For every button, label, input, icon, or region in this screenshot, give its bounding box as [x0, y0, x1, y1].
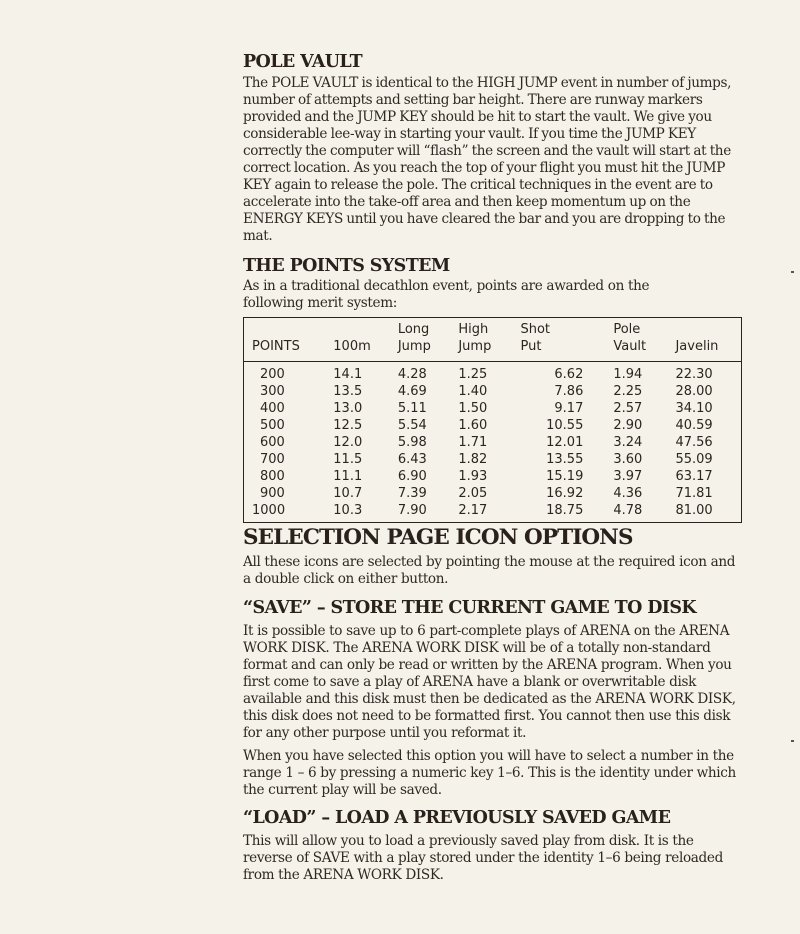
cell-100m: 12.5	[333, 418, 363, 433]
cell-points: 500	[260, 418, 285, 433]
cell-100m: 14.1	[333, 367, 363, 382]
cell-pole-vault: 3.97	[613, 469, 643, 484]
cell-long-jump: 5.54	[397, 418, 427, 433]
cell-high-jump: 1.40	[458, 384, 488, 399]
cell-high-jump: 1.50	[458, 401, 488, 416]
cell-pole-vault: 3.60	[613, 452, 643, 467]
cell-javelin: 28.00	[675, 384, 713, 399]
cell-high-jump: 1.82	[458, 452, 488, 467]
cell-javelin: 71.81	[675, 486, 713, 501]
cell-long-jump: 4.69	[397, 384, 427, 399]
table-row	[244, 400, 742, 417]
cell-javelin: 40.59	[675, 418, 713, 433]
pole-vault-heading: POLE VAULT	[243, 52, 363, 72]
cell-100m: 10.3	[333, 503, 363, 518]
cell-javelin: 22.30	[675, 367, 713, 382]
points-system-intro: As in a traditional decathlon event, points are awarded on the following merit system:	[243, 278, 650, 311]
cell-pole-vault: 1.94	[613, 367, 643, 382]
cell-javelin: 81.00	[675, 503, 713, 518]
cell-long-jump: 6.43	[397, 452, 427, 467]
cell-shot-put: 16.92	[546, 486, 584, 501]
page-edge-mark	[791, 740, 794, 742]
cell-points: 1000	[252, 503, 286, 518]
cell-points: 900	[260, 486, 285, 501]
cell-pole-vault: 3.24	[613, 435, 643, 450]
cell-shot-put: 9.17	[554, 401, 584, 416]
cell-shot-put: 18.75	[546, 503, 584, 518]
cell-javelin: 63.17	[675, 469, 713, 484]
cell-javelin: 34.10	[675, 401, 713, 416]
table-row	[244, 485, 742, 502]
cell-points: 700	[260, 452, 285, 467]
cell-shot-put: 13.55	[546, 452, 584, 467]
header-shot-put: Shot Put	[520, 318, 613, 362]
table-row	[244, 417, 742, 434]
save-body-1: It is possible to save up to 6 part-complete plays of ARENA on the ARENA WORK DISK. The ARENA WORK DISK will be of a totally non-standard format and can only be read or written by the ARENA program. When you first come to save a play of ARENA have a blank or overwritable disk available and this disk must then be dedicated as the ARENA WORK DISK, this disk does not need to be formatted first. You cannot then use this disk for any other purpose until you reformat it.	[243, 623, 736, 741]
load-body: This will allow you to load a previously saved play from disk. It is the reverse of SAVE with a play stored under the identity 1–6 being reloaded from the ARENA WORK DISK.	[243, 833, 723, 883]
table-row	[244, 362, 742, 384]
cell-shot-put: 10.55	[546, 418, 584, 433]
cell-100m: 11.1	[333, 469, 363, 484]
cell-100m: 13.0	[333, 401, 363, 416]
points-system-heading: THE POINTS SYSTEM	[243, 256, 450, 276]
header-long-jump: Long Jump	[398, 318, 458, 362]
cell-100m: 11.5	[333, 452, 363, 467]
cell-100m: 10.7	[333, 486, 363, 501]
save-body-2: When you have selected this option you will have to select a number in the range 1 – 6 by pressing a numeric key 1–6. This is the identity under which the current play will be saved.	[243, 748, 736, 798]
cell-shot-put: 12.01	[546, 435, 584, 450]
points-table	[243, 317, 742, 523]
cell-javelin: 55.09	[675, 452, 713, 467]
page-edge-mark	[791, 271, 794, 273]
load-heading: “LOAD” – LOAD A PREVIOUSLY SAVED GAME	[243, 808, 671, 828]
cell-points: 800	[260, 469, 285, 484]
cell-high-jump: 2.17	[458, 503, 488, 518]
points-table-header-row	[244, 318, 742, 362]
table-row	[244, 468, 742, 485]
cell-pole-vault: 2.57	[613, 401, 643, 416]
selection-page-heading: SELECTION PAGE ICON OPTIONS	[243, 525, 633, 550]
cell-pole-vault: 2.90	[613, 418, 643, 433]
cell-high-jump: 1.25	[458, 367, 488, 382]
header-javelin: Javelin	[675, 318, 741, 362]
cell-long-jump: 5.11	[397, 401, 427, 416]
cell-pole-vault: 4.36	[613, 486, 643, 501]
cell-high-jump: 1.60	[458, 418, 488, 433]
cell-high-jump: 1.71	[458, 435, 488, 450]
save-section	[243, 597, 743, 799]
cell-100m: 13.5	[333, 384, 363, 399]
header-high-jump: High Jump	[458, 318, 520, 362]
cell-high-jump: 2.05	[458, 486, 488, 501]
cell-shot-put: 7.86	[554, 384, 584, 399]
cell-shot-put: 6.62	[554, 367, 584, 382]
header-points: POINTS	[244, 318, 334, 362]
cell-long-jump: 7.39	[397, 486, 427, 501]
points-system-section	[243, 255, 743, 312]
cell-high-jump: 1.93	[458, 469, 488, 484]
table-row	[244, 383, 742, 400]
cell-points: 600	[260, 435, 285, 450]
cell-long-jump: 7.90	[397, 503, 427, 518]
load-section	[243, 807, 743, 884]
cell-points: 200	[260, 367, 285, 382]
cell-shot-put: 15.19	[546, 469, 584, 484]
cell-points: 400	[260, 401, 285, 416]
selection-page-body: All these icons are selected by pointing the mouse at the required icon and a double click on either button.	[243, 554, 736, 587]
pole-vault-body: The POLE VAULT is identical to the HIGH JUMP event in number of jumps, number of attempts and setting bar height. There are runway markers provided and the JUMP KEY should be hit to start the vault. We give you considerable lee-way in starting your vault. If you time the JUMP KEY correctly the computer will “flash” the screen and the vault will start at the correct location. As you reach the top of your flight you must hit the JUMP KEY again to release the pole. The critical techniques in the event are to accelerate into the take-off area and then keep momentum up on the ENERGY KEYS until you have cleared the bar and you are dropping to the mat.	[243, 75, 732, 244]
cell-pole-vault: 4.78	[613, 503, 643, 518]
header-100m: 100m	[333, 318, 398, 362]
save-heading: “SAVE” – STORE THE CURRENT GAME TO DISK	[243, 598, 697, 618]
cell-javelin: 47.56	[675, 435, 713, 450]
cell-points: 300	[260, 384, 285, 399]
cell-pole-vault: 2.25	[613, 384, 643, 399]
cell-long-jump: 5.98	[397, 435, 427, 450]
cell-long-jump: 6.90	[397, 469, 427, 484]
table-row	[244, 502, 742, 523]
selection-page-section	[243, 525, 743, 588]
cell-long-jump: 4.28	[397, 367, 427, 382]
table-row	[244, 451, 742, 468]
table-row	[244, 434, 742, 451]
header-pole-vault: Pole Vault	[613, 318, 675, 362]
pole-vault-section	[243, 51, 743, 245]
cell-100m: 12.0	[333, 435, 363, 450]
